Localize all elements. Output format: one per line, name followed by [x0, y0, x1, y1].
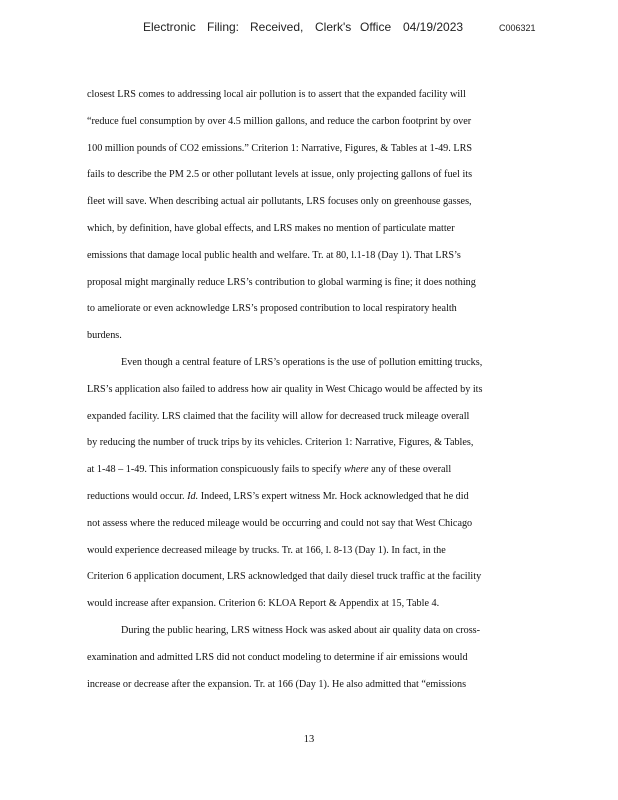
body-line-text: reductions would occur. — [87, 490, 185, 502]
body-line-paragraph-start: During the public hearing, LRS witness Hock was asked about air quality data on cross- — [121, 624, 481, 636]
body-line: LRS’s application also failed to address how air quality in West Chicago would be affected by its — [87, 383, 483, 395]
body-line: 100 million pounds of CO2 emissions.” Criterion 1: Narrative, Figures, & Tables at 1-49. LRS — [87, 142, 473, 154]
body-line: Criterion 6 application document, LRS acknowledged that daily diesel truck traffic at the facility — [87, 571, 482, 583]
body-line: would experience decreased mileage by trucks. Tr. at 166, l. 8-13 (Day 1). In fact, in the — [87, 544, 446, 556]
body-line: by reducing the number of truck trips by its vehicles. Criterion 1: Narrative, Figures, & Tables, — [87, 437, 474, 449]
body-line: closest LRS comes to addressing local air pollution is to assert that the expanded facility will — [87, 89, 466, 100]
electronic-filing-stamp — [0, 20, 618, 38]
body-line-text: any of these overall — [368, 464, 452, 476]
body-line-text: at 1-48 – 1-49. This information conspicuously fails to specify — [87, 464, 342, 476]
body-line: proposal might marginally reduce LRS’s contribution to global warming is fine; it does nothing — [87, 276, 476, 288]
citation-id: Id. — [187, 490, 199, 502]
stamp-office: Office — [360, 20, 392, 34]
page-number: 13 — [303, 734, 315, 745]
body-line: “reduce fuel consumption by over 4.5 million gallons, and reduce the carbon footprint by over — [87, 115, 472, 127]
body-line — [87, 457, 547, 484]
body-line: increase or decrease after the expansion. Tr. at 166 (Day 1). He also admitted that “emissions — [87, 678, 467, 690]
body-line: would increase after expansion. Criterion 6: KLOA Report & Appendix at 15, Table 4. — [87, 598, 440, 610]
stamp-date: 04/19/2023 — [403, 20, 464, 34]
body-line: examination and admitted LRS did not conduct modeling to determine if air emissions would — [87, 651, 468, 663]
body-text — [87, 82, 547, 698]
body-line: emissions that damage local public health and welfare. Tr. at 80, l.1-18 (Day 1). That LRS’s — [87, 249, 461, 261]
stamp-clerks: Clerk's — [315, 20, 352, 34]
stamp-electronic: Electronic — [143, 20, 196, 34]
body-line: fails to describe the PM 2.5 or other pollutant levels at issue, only projecting gallons of fuel its — [87, 169, 473, 181]
body-line — [87, 484, 547, 511]
body-line: expanded facility. LRS claimed that the facility will allow for decreased truck mileage overall — [87, 410, 470, 422]
stamp-document-id: C006321 — [499, 23, 536, 33]
body-line: which, by definition, have global effects, and LRS makes no mention of particulate matter — [87, 222, 455, 234]
body-line: not assess where the reduced mileage would be occurring and could not say that West Chicago — [87, 517, 473, 529]
body-line-paragraph-start: Even though a central feature of LRS’s operations is the use of pollution emitting trucks, — [121, 356, 483, 368]
stamp-received: Received, — [250, 20, 304, 34]
body-line: to ameliorate or even acknowledge LRS’s proposed contribution to local respiratory health — [87, 303, 457, 315]
stamp-filing: Filing: — [207, 20, 240, 34]
body-line-text: Indeed, LRS’s expert witness Mr. Hock acknowledged that he did — [198, 490, 469, 502]
body-line: fleet will save. When describing actual air pollutants, LRS focuses only on greenhouse gasses, — [87, 196, 472, 208]
body-line: burdens. — [87, 330, 122, 342]
emphasis-where: where — [344, 464, 369, 476]
